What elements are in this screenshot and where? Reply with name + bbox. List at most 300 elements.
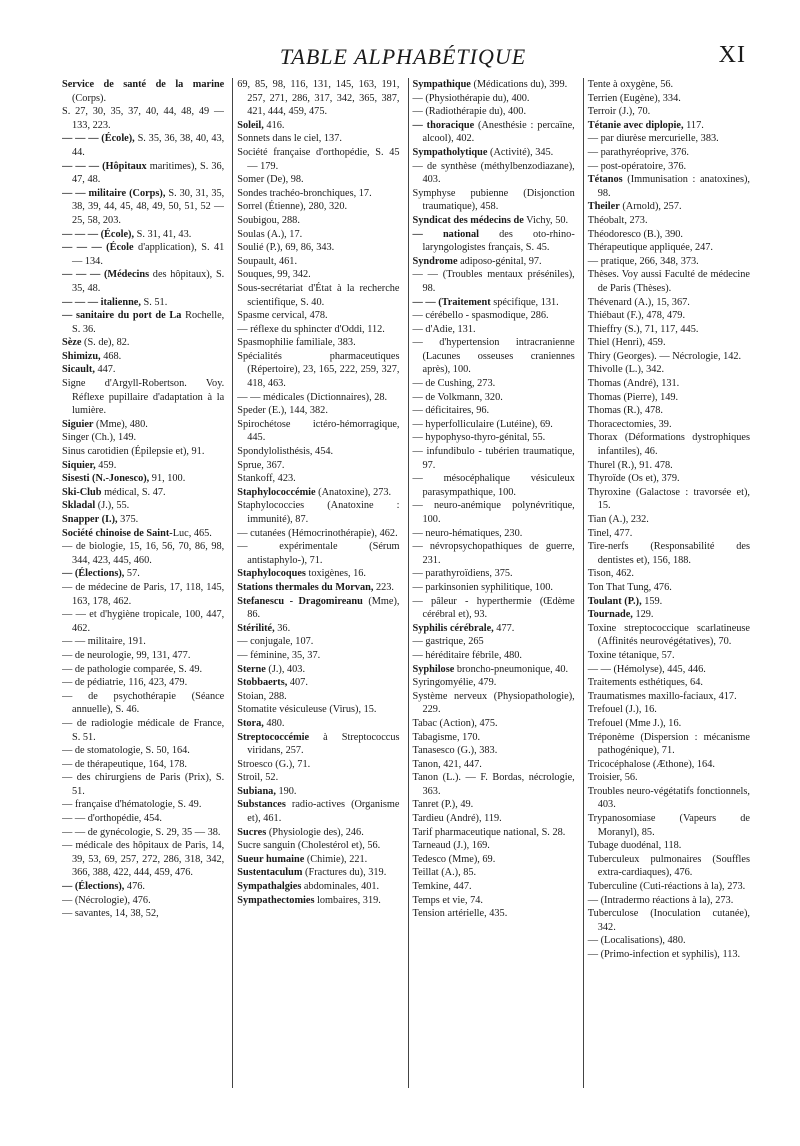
index-entry <box>413 771 575 798</box>
index-entry <box>62 459 224 473</box>
entry-text: Tente à oxygène, 56. <box>587 79 674 90</box>
entry-text: Tuberculeux pulmonaires (Souffles extra-cardiaques), 476. <box>587 853 750 879</box>
index-entry <box>237 717 399 731</box>
entry-text: toxigènes, 16. <box>305 568 366 580</box>
index-entry <box>588 146 750 160</box>
entry-text: — des chirurgiens de Paris (Prix), S. 51. <box>62 772 225 797</box>
entry-text: — de Cushing, 273. <box>412 378 496 390</box>
entry-text: Thyroxine (Galactose : travorsée et), 15. <box>587 486 750 512</box>
entry-text: Thiel (Henri), 459. <box>587 337 666 349</box>
index-entry <box>62 296 224 310</box>
index-entry <box>237 391 399 405</box>
index-entry <box>413 717 575 731</box>
index-entry <box>588 608 750 622</box>
entry-text: Théodoresco (B.), 390. <box>587 228 683 240</box>
entry-text: (J.), 55. <box>95 500 130 512</box>
entry-text: Temps et vie, 74. <box>412 894 483 906</box>
entry-heading: Sympathectomies <box>237 894 315 906</box>
entry-text: — mésocéphalique vésiculeux parasympathique, 100. <box>412 473 575 498</box>
index-entry <box>588 527 750 541</box>
index-entry <box>413 268 575 295</box>
index-entry <box>62 798 224 812</box>
entry-text: 416. <box>263 119 285 131</box>
index-entry <box>413 731 575 745</box>
entry-text: Singer (Ch.), 149. <box>62 432 137 444</box>
entry-heading: Sustentaculum <box>237 867 303 879</box>
entry-text: — de neurologie, 99, 131, 477. <box>62 649 191 661</box>
page-title: TABLE ALPHABÉTIQUE <box>279 44 527 69</box>
entry-text: Somer (De), 98. <box>237 174 304 186</box>
entry-text: Tardieu (André), 119. <box>412 813 502 825</box>
index-entry <box>62 105 224 132</box>
entry-heading: — thoracique <box>412 119 475 131</box>
index-entry <box>588 228 750 242</box>
entry-text: — française d'hématologie, S. 49. <box>62 799 202 811</box>
entry-text: 69, 85, 98, 116, 131, 145, 163, 191, 257, 271, 286, 317, 342, 365, 387, 421, 444, 459, 475. <box>237 79 400 118</box>
entry-text: — savantes, 14, 38, 52, <box>62 908 159 920</box>
entry-text: Terrien (Eugène), 334. <box>587 92 681 104</box>
entry-heading: Syphilose <box>412 663 455 675</box>
entry-heading: Syndicat des médecins de <box>412 214 524 226</box>
entry-text: Trefouel (J.), 16. <box>587 704 657 716</box>
entry-text: 159. <box>641 595 663 607</box>
entry-heading: Sueur humaine <box>237 853 305 865</box>
entry-text: Luc, 465. <box>172 527 212 539</box>
entry-text: Tréponème (Dispersion : mécanisme pathogénique), 71. <box>587 731 750 757</box>
index-entry <box>62 649 224 663</box>
entry-heading: Stobbaerts, <box>237 677 288 689</box>
index-entry <box>588 78 750 92</box>
entry-heading: Ski-Club <box>62 486 102 498</box>
entry-heading: — (Élections), <box>62 881 125 893</box>
entry-text: Thurel (R.), 91. 478. <box>587 459 673 471</box>
entry-text: Sprue, 367. <box>237 459 285 471</box>
entry-heading: — — — (École), <box>62 228 135 240</box>
entry-text: — féminine, 35, 37. <box>237 649 321 661</box>
index-entry <box>413 758 575 772</box>
entry-heading: Staphylocoques <box>237 568 306 580</box>
entry-text: maritimes), S. 36, 47, 48. <box>72 160 225 186</box>
entry-text: (Immunisation : anatoxines), 98. <box>597 174 750 199</box>
index-entry <box>588 336 750 350</box>
index-entry <box>413 336 575 377</box>
index-entry <box>413 228 575 255</box>
index-entry <box>588 948 750 962</box>
entry-text: (Chimie), 221. <box>304 853 368 865</box>
index-entry <box>413 690 575 717</box>
index-entry <box>62 771 224 798</box>
index-entry <box>588 350 750 364</box>
index-entry <box>62 608 224 635</box>
index-entry <box>413 839 575 853</box>
entry-text: Thyroïde (Os et), 379. <box>587 473 680 485</box>
index-entry <box>237 486 399 500</box>
entry-text: S. 27, 30, 35, 37, 40, 44, 48, 49 — 133, 223. <box>62 106 225 131</box>
entry-text: Thèses. Voy aussi Faculté de médecine de Paris (Thèses). <box>587 269 750 294</box>
entry-text: — de Volkmann, 320. <box>412 391 503 403</box>
entry-text: — (Physiothérapie du), 400. <box>412 92 530 104</box>
entry-heading: — — — (École <box>62 242 134 254</box>
index-entry <box>588 540 750 567</box>
entry-text: — parathyroïdiens, 375. <box>412 568 513 580</box>
entry-heading: — — — (Médecins <box>62 269 150 281</box>
index-entry <box>62 241 224 268</box>
index-column-4 <box>583 78 750 1088</box>
entry-text: Soupault, 461. <box>237 255 298 267</box>
entry-heading: Tétanos <box>587 174 623 186</box>
entry-text: 375. <box>117 514 139 525</box>
index-entry <box>588 296 750 310</box>
entry-text: — (Primo-infection et syphilis), 113. <box>587 949 741 960</box>
entry-heading: Syndrome <box>412 255 458 267</box>
entry-text: d'application), S. 41 — 134. <box>72 242 225 267</box>
entry-heading: Staphylococcémie <box>237 486 316 498</box>
index-entry <box>588 486 750 513</box>
index-entry <box>237 676 399 690</box>
index-entry <box>413 418 575 432</box>
index-entry <box>413 296 575 310</box>
index-entry <box>62 499 224 513</box>
entry-text: — (Localisations), 480. <box>587 935 686 947</box>
index-entry <box>588 731 750 758</box>
index-entry <box>588 880 750 894</box>
index-entry <box>413 894 575 908</box>
index-entry <box>237 309 399 323</box>
index-entry <box>237 268 399 282</box>
index-entry <box>588 758 750 772</box>
entry-text: — pratique, 266, 348, 373. <box>587 255 699 267</box>
entry-text: — d'hypertension intracranienne (Lacunes osseuses craniennes après), 100. <box>412 337 575 376</box>
entry-text: Thomas (André), 131. <box>587 378 680 390</box>
entry-heading: Sympatholytique <box>412 146 488 158</box>
entry-text: — — militaire, 191. <box>62 636 146 648</box>
index-entry <box>413 635 575 649</box>
entry-heading: — — — italienne, <box>62 296 141 308</box>
entry-heading: Sucres <box>237 826 267 838</box>
entry-heading: Sympathique <box>412 79 471 90</box>
entry-heading: Shimizu, <box>62 350 101 362</box>
index-entry <box>237 255 399 269</box>
entry-text: — pâleur - hyperthermie (Œdème cérébral et), 93. <box>412 595 575 621</box>
entry-text: Spondylolisthésis, 454. <box>237 446 334 458</box>
index-entry <box>62 377 224 418</box>
index-entry <box>588 622 750 649</box>
entry-text: spécifique, 131. <box>490 296 559 308</box>
index-entry <box>588 173 750 200</box>
entry-text: abdominales, 401. <box>301 881 380 893</box>
entry-text: 459. <box>95 459 117 471</box>
index-entry <box>237 866 399 880</box>
entry-text: Trypanosomiase (Vapeurs de Moranyl), 85. <box>587 813 750 838</box>
index-entry <box>588 363 750 377</box>
entry-text: Signe d'Argyll-Robertson. Voy. Réflexe pupillaire d'adaptation à la lumière. <box>62 378 225 417</box>
index-entry <box>62 363 224 377</box>
index-entry <box>237 228 399 242</box>
entry-text: Soubigou, 288. <box>237 214 300 226</box>
index-entry <box>588 200 750 214</box>
entry-heading: Siquier, <box>62 459 96 471</box>
entry-text: — cutanées (Hémocrinothérapie), 462. <box>237 527 398 539</box>
index-entry <box>588 214 750 228</box>
index-entry <box>588 649 750 663</box>
index-entry <box>237 540 399 567</box>
entry-text: Tire-nerfs (Responsabilité des dentistes et), 156, 188. <box>587 541 750 566</box>
index-entry <box>237 581 399 595</box>
index-entry <box>237 663 399 677</box>
entry-heading: Syphilis cérébrale, <box>412 622 494 634</box>
entry-text: 36. <box>274 622 291 634</box>
entry-text: Tanon (L.). — F. Bordas, nécrologie, 363. <box>412 772 575 797</box>
index-entry <box>588 119 750 133</box>
index-entry <box>237 350 399 391</box>
entry-text: Terroir (J.), 70. <box>587 106 651 118</box>
index-entry <box>413 404 575 418</box>
index-entry <box>237 282 399 309</box>
entry-text: Troubles neuro-végétatifs fonctionnels, 403. <box>587 785 750 811</box>
entry-text: — d'Adie, 131. <box>412 323 476 335</box>
entry-heading: — — — (Hôpitaux <box>62 160 147 172</box>
entry-text: Spirochétose ictéro-hémorragique, 445. <box>237 418 400 444</box>
index-entry <box>62 527 224 541</box>
index-entry <box>413 866 575 880</box>
index-entry <box>413 622 575 636</box>
entry-text: — héréditaire fébrile, 480. <box>412 649 522 661</box>
entry-heading: Stations thermales du Morvan, <box>237 581 374 593</box>
index-entry <box>588 309 750 323</box>
page-header <box>60 40 746 76</box>
entry-text: — de pathologie comparée, S. 49. <box>62 663 203 675</box>
index-entry <box>62 676 224 690</box>
index-entry <box>237 771 399 785</box>
index-entry <box>588 132 750 146</box>
entry-text: — de synthèse (méthylbenzodiazane), 403. <box>412 160 575 186</box>
entry-text: S. 51. <box>140 296 168 308</box>
index-entry <box>62 513 224 527</box>
entry-text: 223. <box>373 581 394 593</box>
entry-text: — neuro-anémique polynévritique, 100. <box>412 500 575 525</box>
entry-text: — gastrique, 265 <box>412 636 484 648</box>
entry-text: (J.), 403. <box>265 663 306 675</box>
index-entry <box>237 839 399 853</box>
index-entry <box>588 785 750 812</box>
entry-text: 477. <box>493 622 515 634</box>
index-entry <box>413 581 575 595</box>
index-entry <box>237 894 399 908</box>
index-entry <box>588 323 750 337</box>
index-entry <box>413 187 575 214</box>
entry-text: (Anatoxine), 273. <box>315 486 392 498</box>
entry-text: Thomas (Pierre), 149. <box>587 391 679 403</box>
entry-text: — réflexe du sphincter d'Oddi, 112. <box>237 323 385 335</box>
index-entry <box>413 540 575 567</box>
entry-text: Société française d'orthopédie, S. 45 — 179. <box>237 146 400 172</box>
index-entry <box>237 798 399 825</box>
entry-text: — de stomatologie, S. 50, 164. <box>62 745 190 757</box>
index-entry <box>62 894 224 908</box>
entry-text: Stoian, 288. <box>237 690 287 702</box>
index-entry <box>588 105 750 119</box>
index-entry <box>237 527 399 541</box>
index-entry <box>237 404 399 418</box>
index-entry <box>62 812 224 826</box>
entry-text: Thieffry (S.), 71, 117, 445. <box>587 323 699 335</box>
entry-text: des oto-rhino-laryngologistes français, S. 45. <box>422 228 575 254</box>
entry-text: Thivolle (L.), 342. <box>587 364 665 376</box>
entry-heading: — national <box>412 228 479 240</box>
entry-text: Tanasesco (G.), 383. <box>412 745 498 757</box>
entry-heading: — — (Traitement <box>412 296 491 308</box>
entry-text: — (Nécrologie), 476. <box>62 894 151 906</box>
index-entry <box>62 431 224 445</box>
entry-text: Ton That Tung, 476. <box>587 581 672 593</box>
index-entry <box>237 187 399 201</box>
index-entry <box>588 581 750 595</box>
entry-text: (Physiologie des), 246. <box>266 826 364 838</box>
index-entry <box>62 187 224 228</box>
index-entry <box>237 703 399 717</box>
index-entry <box>237 173 399 187</box>
entry-heading: Theiler <box>587 201 620 213</box>
index-entry <box>413 907 575 921</box>
entry-text: Thiébaut (F.), 478, 479. <box>587 310 686 322</box>
entry-text: radio-actives (Organisme et), 461. <box>247 799 400 825</box>
entry-text: à Streptococcus viridans, 257. <box>247 731 400 757</box>
entry-text: Spasme cervical, 478. <box>237 310 328 322</box>
entry-heading: — (Élections), <box>62 568 125 580</box>
entry-text: 476. <box>124 881 145 893</box>
index-entry <box>237 132 399 146</box>
index-entry <box>413 323 575 337</box>
index-entry <box>413 146 575 160</box>
index-entry <box>237 690 399 704</box>
entry-text: Troisier, 56. <box>587 772 638 784</box>
entry-text: — déficitaires, 96. <box>412 405 490 417</box>
entry-text: Tanret (P.), 49. <box>412 799 474 811</box>
index-entry <box>588 431 750 458</box>
entry-text: Tarif pharmaceutique national, S. 28. <box>412 826 566 838</box>
entry-text: — — d'orthopédie, 454. <box>62 813 162 825</box>
index-entry <box>413 309 575 323</box>
entry-text: S. 30, 31, 35, 38, 39, 44, 45, 48, 49, 50, 51, 52 — 25, 58, 203. <box>72 187 225 226</box>
index-entry <box>588 934 750 948</box>
entry-text: Vichy, 50. <box>523 214 569 226</box>
entry-text: Tricocéphalose (Æthone), 164. <box>587 758 715 770</box>
entry-text: Thorax (Déformations dystrophiques infantiles), 46. <box>587 432 750 458</box>
index-entry <box>62 228 224 242</box>
index-entry <box>62 744 224 758</box>
index-entry <box>62 717 224 744</box>
index-entry <box>62 907 224 921</box>
index-entry <box>413 676 575 690</box>
entry-text: Traitements esthétiques, 64. <box>587 677 703 689</box>
index-entry <box>237 567 399 581</box>
entry-text: médical, S. 47. <box>101 486 166 498</box>
entry-text: broncho-pneumonique, 40. <box>454 663 569 675</box>
entry-text: — — médicales (Dictionnaires), 28. <box>237 391 388 403</box>
entry-text: 117. <box>683 119 704 131</box>
entry-heading: Substances <box>237 799 286 811</box>
entry-text: Staphylococcies (Anatoxine : immunité), 87. <box>237 500 400 525</box>
entry-text: Tian (A.), 232. <box>587 514 649 525</box>
entry-text: Toxine tétanique, 57. <box>587 649 675 661</box>
entry-text: Spasmophilie familiale, 383. <box>237 337 356 349</box>
entry-text: (Mme), 480. <box>93 418 148 430</box>
index-entry <box>413 649 575 663</box>
entry-text: S. 35, 36, 38, 40, 43, 44. <box>72 133 225 158</box>
entry-text: — neuro-hématiques, 230. <box>412 527 523 539</box>
entry-text: (Médications du), 399. <box>470 79 568 90</box>
entry-heading: Siguier <box>62 418 94 430</box>
entry-text: — expérimentale (Sérum antistaphylo-), 71. <box>237 541 400 566</box>
entry-text: — conjugale, 107. <box>237 636 314 648</box>
entry-text: — parkinsonien syphilitique, 100. <box>412 581 553 593</box>
entry-text: 57. <box>124 568 140 580</box>
index-entry <box>413 880 575 894</box>
index-entry <box>62 486 224 500</box>
entry-text: 190. <box>275 785 297 797</box>
index-entry <box>62 418 224 432</box>
index-entry <box>62 880 224 894</box>
entry-text: Sondes trachéo-bronchiques, 17. <box>237 187 372 199</box>
index-entry <box>62 758 224 772</box>
index-entry <box>237 635 399 649</box>
index-entry <box>588 839 750 853</box>
index-entry <box>62 690 224 717</box>
index-entry <box>413 567 575 581</box>
entry-text: Tarneaud (J.), 169. <box>412 840 490 852</box>
index-entry <box>237 472 399 486</box>
index-columns <box>62 78 750 1088</box>
index-entry <box>237 119 399 133</box>
index-entry <box>62 839 224 880</box>
index-entry <box>413 160 575 187</box>
entry-text: — parathyréoprive, 376. <box>587 146 689 158</box>
entry-text: (Fractures du), 319. <box>302 867 387 879</box>
index-entry <box>62 132 224 159</box>
index-entry <box>237 146 399 173</box>
entry-heading: Tournade, <box>587 609 633 621</box>
index-entry <box>413 812 575 826</box>
entry-text: — cérébello - spasmodique, 286. <box>412 310 549 322</box>
index-entry <box>237 595 399 622</box>
entry-text: Soulié (P.), 69, 86, 343. <box>237 242 335 254</box>
entry-text: — — de gynécologie, S. 29, 35 — 38. <box>62 826 221 838</box>
index-entry <box>237 880 399 894</box>
index-entry <box>62 445 224 459</box>
entry-text: des hôpitaux), S. 35, 48. <box>72 269 225 294</box>
index-entry <box>588 513 750 527</box>
entry-text: Stroil, 52. <box>237 772 279 784</box>
index-entry <box>588 853 750 880</box>
index-entry <box>588 160 750 174</box>
entry-heading: Stérilité, <box>237 622 275 634</box>
index-entry <box>588 690 750 704</box>
index-entry <box>237 731 399 758</box>
index-entry <box>62 567 224 581</box>
index-entry <box>588 241 750 255</box>
entry-text: — infundibulo - tubérien traumatique, 97. <box>412 446 575 471</box>
entry-text: — — et d'hygiène tropicale, 100, 447, 462. <box>62 609 225 634</box>
entry-text: Tison, 462. <box>587 568 635 580</box>
index-entry <box>588 676 750 690</box>
index-entry <box>588 894 750 908</box>
entry-text: Sinus carotidien (Épilepsie et), 91. <box>62 446 205 458</box>
index-entry <box>62 268 224 295</box>
entry-heading: Sisesti (N.-Jonesco), <box>62 473 150 485</box>
index-entry <box>413 499 575 526</box>
entry-text: Stroesco (G.), 71. <box>237 758 311 770</box>
index-entry <box>237 323 399 337</box>
